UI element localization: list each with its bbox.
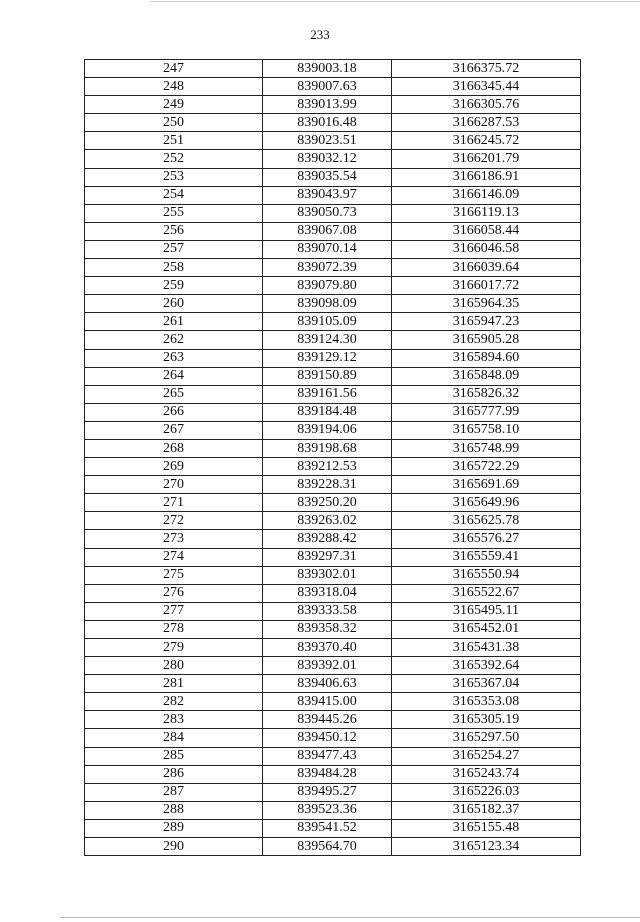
x-coordinate-cell: 839043.97 <box>263 186 392 204</box>
x-coordinate-cell: 839150.89 <box>263 367 392 385</box>
table-row <box>85 711 581 729</box>
point-number-cell: 256 <box>85 222 263 240</box>
table-row <box>85 675 581 693</box>
point-number-cell: 287 <box>85 783 263 801</box>
x-coordinate-cell: 839070.14 <box>263 240 392 258</box>
y-coordinate-cell: 3165777.99 <box>392 403 581 421</box>
point-number-cell: 270 <box>85 476 263 494</box>
x-coordinate-cell: 839297.31 <box>263 548 392 566</box>
x-coordinate-cell: 839392.01 <box>263 657 392 675</box>
y-coordinate-cell: 3165367.04 <box>392 675 581 693</box>
x-coordinate-cell: 839302.01 <box>263 566 392 584</box>
y-coordinate-cell: 3165182.37 <box>392 801 581 819</box>
point-number-cell: 285 <box>85 747 263 765</box>
y-coordinate-cell: 3165452.01 <box>392 620 581 638</box>
y-coordinate-cell: 3165305.19 <box>392 711 581 729</box>
x-coordinate-cell: 839263.02 <box>263 512 392 530</box>
x-coordinate-cell: 839184.48 <box>263 403 392 421</box>
y-coordinate-cell: 3165550.94 <box>392 566 581 584</box>
table-row <box>85 530 581 548</box>
table-row <box>85 204 581 222</box>
x-coordinate-cell: 839105.09 <box>263 313 392 331</box>
x-coordinate-cell: 839318.04 <box>263 584 392 602</box>
y-coordinate-cell: 3166375.72 <box>392 60 581 78</box>
x-coordinate-cell: 839228.31 <box>263 476 392 494</box>
table-row <box>85 584 581 602</box>
y-coordinate-cell: 3166305.76 <box>392 96 581 114</box>
table-row <box>85 277 581 295</box>
table-row <box>85 439 581 457</box>
table-row <box>85 168 581 186</box>
y-coordinate-cell: 3165297.50 <box>392 729 581 747</box>
table-row <box>85 295 581 313</box>
x-coordinate-cell: 839445.26 <box>263 711 392 729</box>
table-row <box>85 313 581 331</box>
y-coordinate-cell: 3165392.64 <box>392 657 581 675</box>
table-row <box>85 60 581 78</box>
y-coordinate-cell: 3165758.10 <box>392 421 581 439</box>
table-row <box>85 132 581 150</box>
point-number-cell: 284 <box>85 729 263 747</box>
x-coordinate-cell: 839023.51 <box>263 132 392 150</box>
y-coordinate-cell: 3166039.64 <box>392 259 581 277</box>
y-coordinate-cell: 3165691.69 <box>392 476 581 494</box>
y-coordinate-cell: 3166046.58 <box>392 240 581 258</box>
point-number-cell: 278 <box>85 620 263 638</box>
point-number-cell: 269 <box>85 458 263 476</box>
x-coordinate-cell: 839079.80 <box>263 277 392 295</box>
point-number-cell: 252 <box>85 150 263 168</box>
y-coordinate-cell: 3165559.41 <box>392 548 581 566</box>
x-coordinate-cell: 839161.56 <box>263 385 392 403</box>
table-row <box>85 657 581 675</box>
x-coordinate-cell: 839333.58 <box>263 602 392 620</box>
table-row <box>85 367 581 385</box>
y-coordinate-cell: 3165155.48 <box>392 819 581 837</box>
x-coordinate-cell: 839129.12 <box>263 349 392 367</box>
x-coordinate-cell: 839067.08 <box>263 222 392 240</box>
y-coordinate-cell: 3165495.11 <box>392 602 581 620</box>
point-number-cell: 266 <box>85 403 263 421</box>
table-row <box>85 421 581 439</box>
point-number-cell: 288 <box>85 801 263 819</box>
table-row <box>85 819 581 837</box>
y-coordinate-cell: 3165748.99 <box>392 439 581 457</box>
top-scan-edge <box>150 1 640 2</box>
x-coordinate-cell: 839198.68 <box>263 439 392 457</box>
x-coordinate-cell: 839016.48 <box>263 114 392 132</box>
table-row <box>85 747 581 765</box>
x-coordinate-cell: 839288.42 <box>263 530 392 548</box>
page-number: 233 <box>310 27 330 42</box>
table-row <box>85 783 581 801</box>
x-coordinate-cell: 839541.52 <box>263 819 392 837</box>
x-coordinate-cell: 839072.39 <box>263 259 392 277</box>
x-coordinate-cell: 839035.54 <box>263 168 392 186</box>
point-number-cell: 251 <box>85 132 263 150</box>
coordinate-table <box>84 59 581 856</box>
point-number-cell: 274 <box>85 548 263 566</box>
table-row <box>85 602 581 620</box>
y-coordinate-cell: 3165649.96 <box>392 494 581 512</box>
y-coordinate-cell: 3166119.13 <box>392 204 581 222</box>
point-number-cell: 273 <box>85 530 263 548</box>
point-number-cell: 258 <box>85 259 263 277</box>
x-coordinate-cell: 839032.12 <box>263 150 392 168</box>
x-coordinate-cell: 839013.99 <box>263 96 392 114</box>
point-number-cell: 279 <box>85 639 263 657</box>
y-coordinate-cell: 3165905.28 <box>392 331 581 349</box>
y-coordinate-cell: 3165722.29 <box>392 458 581 476</box>
point-number-cell: 267 <box>85 421 263 439</box>
point-number-cell: 282 <box>85 693 263 711</box>
point-number-cell: 277 <box>85 602 263 620</box>
x-coordinate-cell: 839370.40 <box>263 639 392 657</box>
point-number-cell: 247 <box>85 60 263 78</box>
y-coordinate-cell: 3165522.67 <box>392 584 581 602</box>
x-coordinate-cell: 839098.09 <box>263 295 392 313</box>
point-number-cell: 255 <box>85 204 263 222</box>
table-row <box>85 458 581 476</box>
point-number-cell: 283 <box>85 711 263 729</box>
table-row <box>85 349 581 367</box>
table-row <box>85 240 581 258</box>
y-coordinate-cell: 3165625.78 <box>392 512 581 530</box>
point-number-cell: 250 <box>85 114 263 132</box>
point-number-cell: 281 <box>85 675 263 693</box>
table-row <box>85 96 581 114</box>
table-row <box>85 838 581 856</box>
x-coordinate-cell: 839212.53 <box>263 458 392 476</box>
x-coordinate-cell: 839194.06 <box>263 421 392 439</box>
y-coordinate-cell: 3166186.91 <box>392 168 581 186</box>
point-number-cell: 265 <box>85 385 263 403</box>
bottom-scan-edge <box>60 917 640 918</box>
x-coordinate-cell: 839358.32 <box>263 620 392 638</box>
table-row <box>85 620 581 638</box>
table-row <box>85 512 581 530</box>
y-coordinate-cell: 3165431.38 <box>392 639 581 657</box>
x-coordinate-cell: 839450.12 <box>263 729 392 747</box>
x-coordinate-cell: 839564.70 <box>263 838 392 856</box>
x-coordinate-cell: 839124.30 <box>263 331 392 349</box>
table-row <box>85 403 581 421</box>
x-coordinate-cell: 839415.00 <box>263 693 392 711</box>
y-coordinate-cell: 3166245.72 <box>392 132 581 150</box>
y-coordinate-cell: 3166017.72 <box>392 277 581 295</box>
point-number-cell: 272 <box>85 512 263 530</box>
x-coordinate-cell: 839495.27 <box>263 783 392 801</box>
table-row <box>85 186 581 204</box>
point-number-cell: 275 <box>85 566 263 584</box>
y-coordinate-cell: 3165947.23 <box>392 313 581 331</box>
table-row <box>85 331 581 349</box>
table-row <box>85 765 581 783</box>
point-number-cell: 260 <box>85 295 263 313</box>
point-number-cell: 248 <box>85 78 263 96</box>
table-row <box>85 639 581 657</box>
table-row <box>85 494 581 512</box>
x-coordinate-cell: 839484.28 <box>263 765 392 783</box>
table-row <box>85 78 581 96</box>
y-coordinate-cell: 3165243.74 <box>392 765 581 783</box>
point-number-cell: 290 <box>85 838 263 856</box>
point-number-cell: 257 <box>85 240 263 258</box>
point-number-cell: 264 <box>85 367 263 385</box>
x-coordinate-cell: 839250.20 <box>263 494 392 512</box>
table-row <box>85 259 581 277</box>
y-coordinate-cell: 3165894.60 <box>392 349 581 367</box>
x-coordinate-cell: 839477.43 <box>263 747 392 765</box>
table-row <box>85 566 581 584</box>
x-coordinate-cell: 839050.73 <box>263 204 392 222</box>
point-number-cell: 289 <box>85 819 263 837</box>
point-number-cell: 253 <box>85 168 263 186</box>
point-number-cell: 249 <box>85 96 263 114</box>
point-number-cell: 254 <box>85 186 263 204</box>
y-coordinate-cell: 3165123.34 <box>392 838 581 856</box>
y-coordinate-cell: 3165964.35 <box>392 295 581 313</box>
y-coordinate-cell: 3166058.44 <box>392 222 581 240</box>
point-number-cell: 286 <box>85 765 263 783</box>
table-row <box>85 222 581 240</box>
point-number-cell: 263 <box>85 349 263 367</box>
point-number-cell: 271 <box>85 494 263 512</box>
x-coordinate-cell: 839523.36 <box>263 801 392 819</box>
coordinate-table-body <box>85 60 581 856</box>
table-row <box>85 385 581 403</box>
table-row <box>85 114 581 132</box>
y-coordinate-cell: 3165254.27 <box>392 747 581 765</box>
table-row <box>85 729 581 747</box>
point-number-cell: 280 <box>85 657 263 675</box>
y-coordinate-cell: 3165848.09 <box>392 367 581 385</box>
point-number-cell: 262 <box>85 331 263 349</box>
point-number-cell: 261 <box>85 313 263 331</box>
x-coordinate-cell: 839406.63 <box>263 675 392 693</box>
y-coordinate-cell: 3165353.08 <box>392 693 581 711</box>
table-row <box>85 150 581 168</box>
y-coordinate-cell: 3165826.32 <box>392 385 581 403</box>
table-row <box>85 693 581 711</box>
y-coordinate-cell: 3166345.44 <box>392 78 581 96</box>
table-row <box>85 801 581 819</box>
y-coordinate-cell: 3165576.27 <box>392 530 581 548</box>
point-number-cell: 276 <box>85 584 263 602</box>
x-coordinate-cell: 839007.63 <box>263 78 392 96</box>
y-coordinate-cell: 3166146.09 <box>392 186 581 204</box>
point-number-cell: 259 <box>85 277 263 295</box>
table-row <box>85 476 581 494</box>
y-coordinate-cell: 3166201.79 <box>392 150 581 168</box>
y-coordinate-cell: 3166287.53 <box>392 114 581 132</box>
x-coordinate-cell: 839003.18 <box>263 60 392 78</box>
table-row <box>85 548 581 566</box>
point-number-cell: 268 <box>85 439 263 457</box>
y-coordinate-cell: 3165226.03 <box>392 783 581 801</box>
